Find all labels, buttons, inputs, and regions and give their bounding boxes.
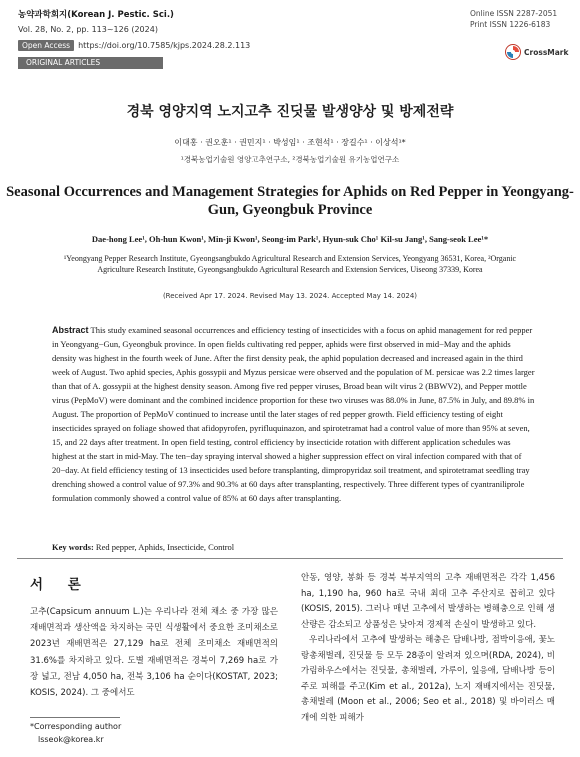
body-paragraph: 안동, 영양, 봉화 등 경북 북부지역의 고추 재배면적은 각각 1,456 ha, 1,190 ha, 960 ha로 국내 최대 고추 주산지로 꼽히고 있다(KOSIS, 2015). 그러나 매년 고추에서 발생하는 병해충으로 인해 생산량은 감소되고 상품성은 낮아져 경제적 손실이 발생하고 있다. xyxy=(301,573,555,630)
keywords xyxy=(52,542,234,552)
keywords-label: Key words: xyxy=(52,542,94,552)
english-authors: Dae-hong Lee¹, Oh-hun Kwon¹, Min-ji Kwon¹, Seong-im Park¹, Hyun-suk Cho¹ Kil-su Jang¹, Sang-seok Lee¹* xyxy=(91,234,489,244)
corresponding-author: *Corresponding author xyxy=(30,722,122,731)
author-email[interactable]: lsseok@korea.kr xyxy=(38,735,104,744)
crossmark-badge[interactable] xyxy=(505,44,569,60)
english-affiliation: ¹Yeongyang Pepper Research Institute, Gyeongsangbukdo Agricultural Research and Extension Services, Yeongyang 36531, Korea, ²Organic Agriculture Research Institute, Gyeongsangbukdo Agricultural Research and Extension Services, Uiseong 37339, Korea xyxy=(63,254,517,274)
body-paragraph: 우리나라에서 고추에 발생하는 해충은 담배나방, 점박이응애, 꽃노랑총채벌레, 진딧물 등 모두 28종이 알려져 있으며(RDA, 2024), 비가림하우스에서는 진딧물, 총채벌레, 가루이, 잎응애, 담배나방 등이 주로 피해를 주고(Kim et al., 2012a), 노지 재배지에서는 진딧물, 총채벌레 (Moon et al., 2006; Seo et al., 2018) 및 바이러스 매개에 의한 피해가 xyxy=(301,635,555,723)
abstract-text: This study examined seasonal occurrences and efficiency testing of insecticides with a focus on aphid management for red pepper in Yeongyang−Gun, Gyeongbuk province. In open fields cultivating red pepper, aphids were first observed in mid−May and the aphids density was highest in the fourth week of June. After the first density peak, the aphid population decreased and increased again in the third week of August. Two aphid species, Aphis gossypii and Myzus persicae were observed and the population of M. persicae was 2.2 times larger than that of A. gossypii at the highest density season. Among five red pepper viruses, Broad bean wilt virus 2 (BBWV2), and Pepper mottle virus (PepMoV) were dominant and the combined incidence proportion for these two viruses was 88.0% in June, 87.5% in July, and 89.8% in August. The proportion of PepMoV continued to increase until the later stages of red pepper growth. Field efficiency testing of eight insecticides sprayed on foliage showed that afidopyrofen, pyrifluquinazon, and spirotetramat had a control value of more than 95% at seven, 15, and 22 days after treatment. In open field testing, control efficiency by insecticide rotation with different application schedules was highest at the start in mid-May. The ten−day spraying interval showed a higher suppression effect on viral infection compared with that of 20−day. At field efficiency testing of 13 insecticides used before transplanting, dimpropyridaz soil treatment, and spirotetramat seedling tray drenching showed a control value of 97.3% and 90.3% at 60 days after transplanting, respectively. Three different types of cyantraniliprole formulation commonly showed a control value of 85% at 60 days after transplanting. xyxy=(52,325,535,503)
article-type-banner: ORIGINAL ARTICLES xyxy=(18,57,163,69)
abstract-label: Abstract xyxy=(52,325,89,335)
issn-block xyxy=(470,8,557,30)
journal-name: 농약과학회지(Korean J. Pestic. Sci.) xyxy=(18,10,174,20)
body-right-column xyxy=(301,571,555,726)
doi-link[interactable]: https://doi.org/10.7585/kjps.2024.28.2.113 xyxy=(78,41,251,50)
english-title: Seasonal Occurrences and Management Strategies for Aphids on Red Pepper in Yeongyang-Gun, Gyeongbuk Province xyxy=(6,184,574,218)
issn-online: Online ISSN 2287-2051 xyxy=(470,9,558,18)
section-heading: 서 론 xyxy=(30,577,91,593)
received-dates: (Received Apr 17. 2024. Revised May 13. 2024. Accepted May 14. 2024) xyxy=(162,292,418,300)
footnote xyxy=(30,720,121,746)
keywords-text: Red pepper, Aphids, Insecticide, Control xyxy=(95,542,235,552)
volume-info: Vol. 28, No. 2, pp. 113~126 (2024) xyxy=(18,25,158,34)
section-divider xyxy=(17,558,563,559)
korean-title: 경북 영양지역 노지고추 진딧물 발생양상 및 방제전략 xyxy=(126,104,454,120)
issn-print: Print ISSN 1226-6183 xyxy=(470,20,551,29)
korean-authors: 이대홍 · 권오훈¹ · 권민지¹ · 박성임¹ · 조현석¹ · 장길수¹ · 이상석¹* xyxy=(174,138,406,147)
crossmark-label: CrossMark xyxy=(524,47,569,57)
doi-row xyxy=(18,40,250,51)
crossmark-icon xyxy=(505,44,521,60)
abstract xyxy=(52,323,536,505)
korean-affiliation: ¹경북농업기술원 영양고추연구소, ²경북농업기술원 유기농업연구소 xyxy=(180,155,400,164)
body-left-column: 고추(Capsicum annuum L.)는 우리나라 전체 채소 중 가장 많은 재배면적과 생산액을 차지하는 국민 식생활에서 중요한 조미채소로 2023년 재배면적은 27,129 ha로 전체 조미채소 재배면적의 31.6%를 차지하고 있다. 도별 재배면적은 경북이 7,269 ha로 가장 넓고, 전남 4,050 ha, 전북 3,106 ha 순이다(KOSTAT, 2023; KOSIS, 2024). 그 중에서도 xyxy=(30,607,278,699)
footnote-divider xyxy=(30,717,120,718)
open-access-badge: Open Access xyxy=(18,40,74,51)
